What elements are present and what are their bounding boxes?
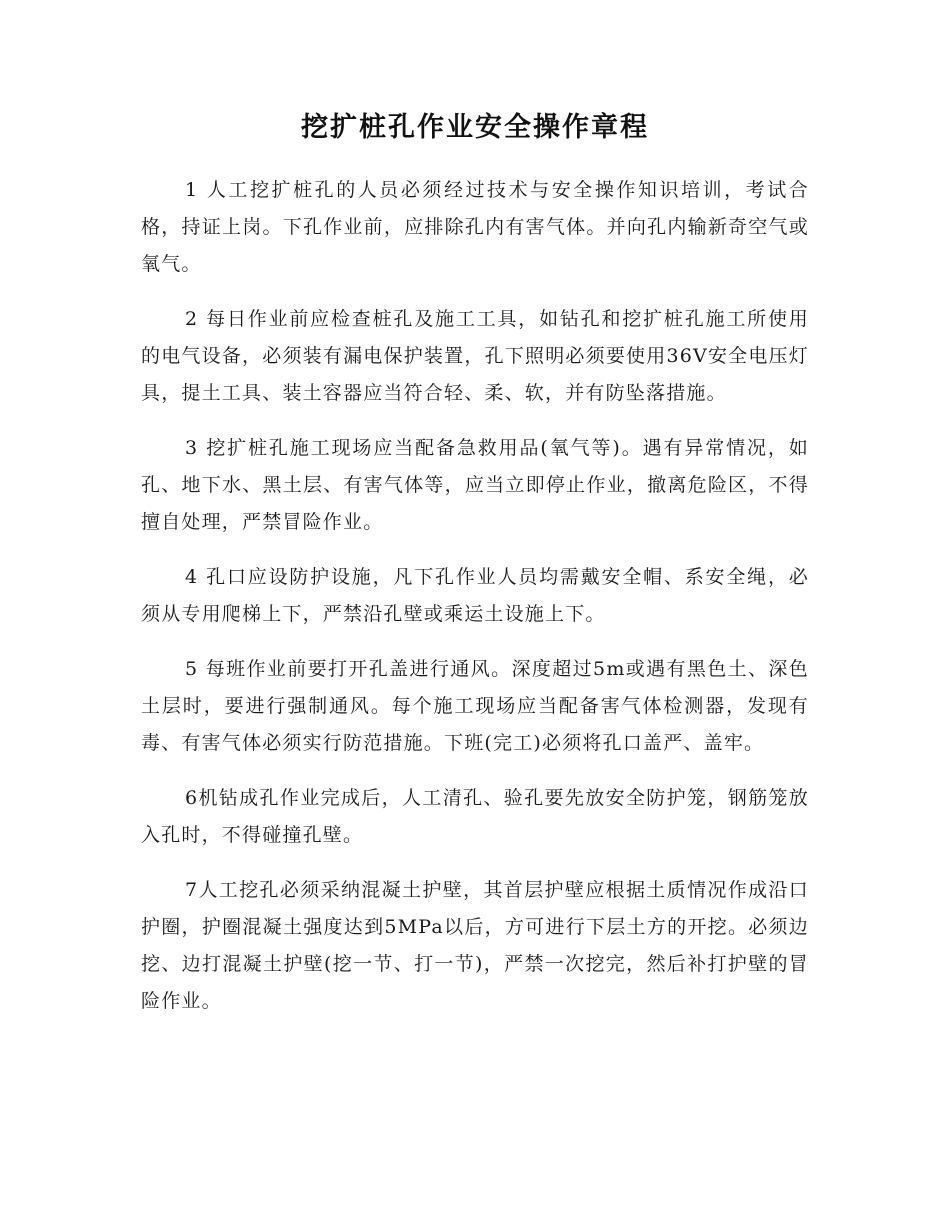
paragraph-5: 5 每班作业前要打开孔盖进行通风。深度超过5m或遇有黑色土、深色土层时，要进行强制通风。每个施工现场应当配备害气体检测器，发现有毒、有害气体必须实行防范措施。下班(完工)必须将孔口盖严、盖牢。 [141,658,809,754]
paragraph-2: 2 每日作业前应检查桩孔及施工工具，如钻孔和挖扩桩孔施工所使用的电气设备，必须装有漏电保护装置，孔下照明必须要使用36V安全电压灯具，提土工具、装土容器应当符合轻、柔、软，并有防坠落措施。 [141,308,809,404]
paragraph-7: 7人工挖孔必须采纳混凝土护壁，其首层护壁应根据土质情况作成沿口护圈，护圈混凝土强度达到5MPa以后，方可进行下层土方的开挖。必须边挖、边打混凝土护壁(挖一节、打一节)，严禁一次挖完，然后补打护壁的冒险作业。 [141,879,809,1012]
paragraph-6: 6机钻成孔作业完成后，人工清孔、验孔要先放安全防护笼，钢筋笼放入孔时，不得碰撞孔壁。 [141,787,809,846]
document-title: 挖扩桩孔作业安全操作章程 [301,112,649,143]
paragraph-1: 1 人工挖扩桩孔的人员必须经过技术与安全操作知识培训，考试合格，持证上岗。下孔作业前，应排除孔内有害气体。并向孔内输新奇空气或氧气。 [141,179,809,275]
paragraph-3: 3 挖扩桩孔施工现场应当配备急救用品(氧气等)。遇有异常情况，如孔、地下水、黑土层、有害气体等，应当立即停止作业，撤离危险区，不得擅自处理，严禁冒险作业。 [141,437,809,533]
paragraph-4: 4 孔口应设防护设施，凡下孔作业人员均需戴安全帽、系安全绳，必须从专用爬梯上下，严禁沿孔壁或乘运土设施上下。 [141,566,809,625]
document-page [141,108,809,1038]
